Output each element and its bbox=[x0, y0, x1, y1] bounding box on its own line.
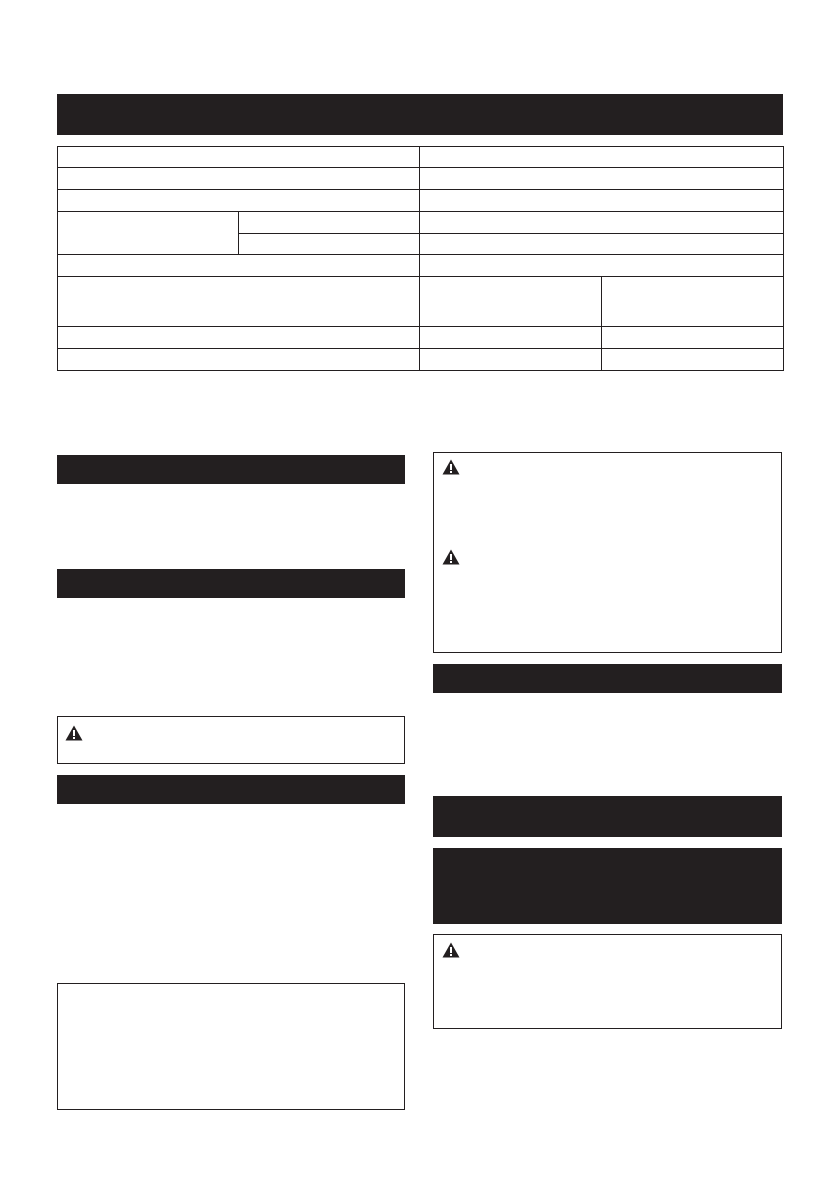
table-cell bbox=[58, 255, 420, 277]
table-cell bbox=[420, 212, 784, 234]
table-cell bbox=[239, 212, 420, 234]
specifications-heading-bar bbox=[57, 94, 783, 135]
warning-triangle-icon bbox=[65, 725, 83, 741]
table-cell bbox=[58, 212, 239, 255]
table-cell bbox=[420, 147, 784, 168]
table-cell bbox=[58, 168, 420, 190]
left-warning-box bbox=[57, 716, 405, 764]
left-section-2-heading-bar bbox=[57, 569, 405, 598]
specifications-table bbox=[57, 146, 784, 371]
table-cell bbox=[420, 190, 784, 212]
table-cell bbox=[420, 255, 784, 277]
right-heading-3 bbox=[433, 848, 782, 860]
right-heading-bar-2 bbox=[433, 796, 782, 837]
left-section-2-heading bbox=[57, 569, 405, 581]
right-section-1-heading bbox=[433, 664, 782, 676]
table-row bbox=[58, 212, 784, 234]
table-cell bbox=[602, 277, 784, 327]
table-cell bbox=[420, 234, 784, 255]
table-row bbox=[58, 147, 784, 168]
table-cell bbox=[58, 190, 420, 212]
table-row bbox=[58, 255, 784, 277]
table-row bbox=[58, 277, 784, 327]
warning-triangle-icon bbox=[442, 549, 460, 565]
right-warning-box-top bbox=[433, 452, 782, 653]
table-cell bbox=[58, 147, 420, 168]
table-cell bbox=[602, 327, 784, 349]
right-section-1-heading-bar bbox=[433, 664, 782, 693]
table-cell bbox=[420, 349, 602, 371]
table-row bbox=[58, 190, 784, 212]
left-section-1-heading-bar bbox=[57, 455, 405, 484]
table-cell bbox=[602, 349, 784, 371]
specifications-heading bbox=[57, 94, 783, 106]
table-cell bbox=[239, 234, 420, 255]
right-heading-bar-3 bbox=[433, 848, 782, 924]
table-cell bbox=[420, 327, 602, 349]
warning-triangle-icon bbox=[442, 459, 460, 475]
left-section-3-heading bbox=[57, 775, 405, 787]
warning-triangle-icon bbox=[442, 942, 460, 958]
table-row bbox=[58, 168, 784, 190]
table-row bbox=[58, 327, 784, 349]
left-section-1-heading bbox=[57, 455, 405, 467]
table-cell bbox=[58, 277, 420, 327]
left-section-3-heading-bar bbox=[57, 775, 405, 804]
right-heading-2 bbox=[433, 796, 782, 808]
table-cell bbox=[420, 168, 784, 190]
table-cell bbox=[58, 327, 420, 349]
table-cell bbox=[58, 349, 420, 371]
left-note-box bbox=[57, 983, 405, 1110]
right-warning-box-bottom bbox=[433, 934, 782, 1029]
table-row bbox=[58, 349, 784, 371]
table-cell bbox=[420, 277, 602, 327]
